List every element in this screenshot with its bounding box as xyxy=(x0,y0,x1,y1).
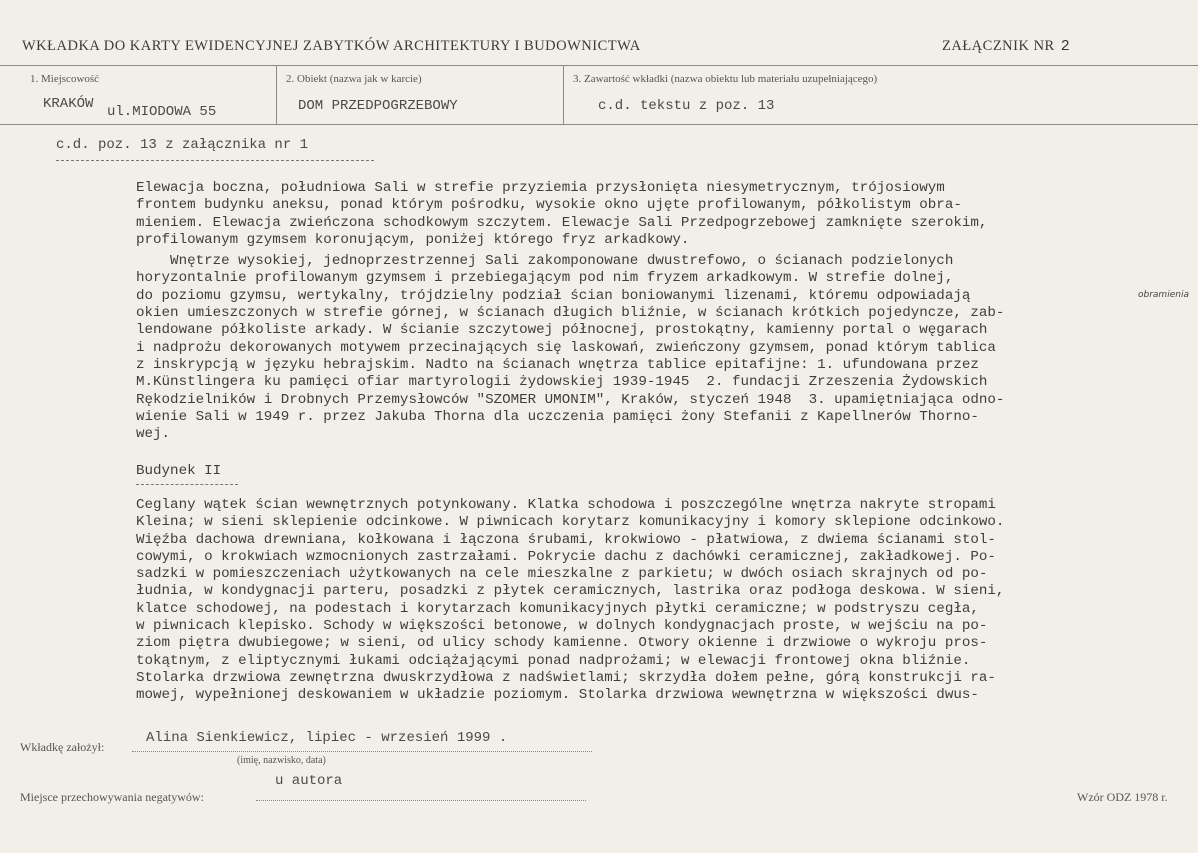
compiled-by-caption: (imię, nazwisko, data) xyxy=(237,755,326,766)
field-1-city: KRAKÓW xyxy=(43,96,94,112)
field-divider-2 xyxy=(563,65,564,124)
description-text xyxy=(136,180,1191,443)
text-line: lendowane półkoliste arkady. W ścianie szczytowej północnej, prostokątny, kamienny portal o węgarach xyxy=(136,322,988,339)
header-rule-top xyxy=(0,65,1198,66)
field-1-street: ul.MIODOWA 55 xyxy=(107,104,217,120)
field-2-label: 2. Obiekt (nazwa jak w karcie) xyxy=(286,73,422,85)
continuation-underline xyxy=(56,160,374,161)
text-line: Stolarka drzwiowa zewnętrzna dwuskrzydłowa z nadświetlami; skrzydła dołem pełne, górą konstrukcji ra- xyxy=(136,669,996,686)
text-line: wienie Sali w 1949 r. przez Jakuba Thorna dla uczczenia pamięci żony Stefanii z Kapellnerów Thorno- xyxy=(136,408,979,425)
annex-label-group xyxy=(942,38,1070,55)
field-2-value: DOM PRZEDPOGRZEBOWY xyxy=(298,98,458,114)
text-line: Wnętrze wysokiej, jednoprzestrzennej Sali zakomponowane dwustrefowo, o ścianach podzielonych xyxy=(136,253,954,270)
text-line: tokątnym, z eliptycznymi łukami odciążającymi ponad nadprożami; w elewacji frontowej okna bliźnie. xyxy=(136,652,971,669)
compiled-by-label: Wkładkę założył: xyxy=(20,740,105,754)
negatives-location-label: Miejsce przechowywania negatywów: xyxy=(20,790,204,804)
text-line: okien umieszczonych w strefie górnej, w ścianach długich bliźnie, w ścianach krótkich pojedyncze, zab- xyxy=(136,305,1005,322)
field-3-label: 3. Zawartość wkładki (nazwa obiektu lub materiału uzupełniającego) xyxy=(573,73,878,85)
text-line: w piwnicach klepisko. Schody w większości betonowe, w dolnych kondygnacjach proste, w wejściu na po- xyxy=(136,618,988,635)
form-code: Wzór ODZ 1978 r. xyxy=(1077,790,1168,804)
text-line: cowymi, o krokwiach wzmocnionych zastrzałami. Pokrycie dachu z dachówki ceramicznej, zakładkowej. Po- xyxy=(136,548,996,565)
continuation-heading: c.d. poz. 13 z załącznika nr 1 xyxy=(56,137,309,153)
text-line: mieniem. Elewacja zwieńczona schodkowym szczytem. Elewacje Sali Przedpogrzebowej zamknięte szerokim, xyxy=(136,214,988,231)
text-line: horyzontalnie profilowanym gzymsem i przebiegającym pod nim fryzem arkadkowym. W strefie dolnej, xyxy=(136,270,954,287)
text-line: ziom piętra dwubiegowe; w sieni, od ulicy schody kamienne. Otwory okienne i drzwiowe o wykroju pros- xyxy=(136,635,988,652)
text-line: sadzki w pomieszczeniach użytkowanych na cele mieszkalne z parkietu; w dwóch osiach skrajnych od po- xyxy=(136,566,988,583)
section-heading-underline xyxy=(136,484,238,485)
compiled-by-value: Alina Sienkiewicz, lipiec - wrzesień 1999 . xyxy=(146,730,508,746)
text-line: z inskrypcją w języku hebrajskim. Nadto na ścianach wnętrza tablice epitafijne: 1. ufundowana przez xyxy=(136,356,979,373)
text-line: wej. xyxy=(136,426,171,443)
text-line: mowej, wypełnionej deskowaniem w układzie poziomym. Stolarka drzwiowa wewnętrzna w większości dwus- xyxy=(136,687,979,704)
text-line: profilowanym gzymsem koronującym, poniżej którego fryz arkadkowy. xyxy=(136,231,690,248)
field-divider-1 xyxy=(276,65,277,124)
compiled-by-dotted-line xyxy=(132,751,592,752)
text-line: Elewacja boczna, południowa Sali w strefie przyziemia przysłonięta niesymetrycznym, trójosiowym xyxy=(136,180,945,196)
text-line: i nadprożu dekorowanych motywem przecinających się laskowań, zwieńczony gzymsem, ponad którym tablica xyxy=(136,339,996,356)
text-line: Rękodzielników i Drobnych Przemysłowców "SZOMER UMONIM", Kraków, styczeń 1948 3. upamiętniająca odno- xyxy=(136,391,1005,408)
text-line: frontem budynku aneksu, ponad którym pośrodku, wysokie okno ujęte profilowanym, półkolistym obra- xyxy=(136,197,962,214)
header-rule-bottom xyxy=(0,124,1198,125)
text-line: Kleina; w sieni sklepienie odcinkowe. W piwnicach korytarz komunikacyjny i komory sklepione odcinkowo. xyxy=(136,514,1005,531)
annex-label: ZAŁĄCZNIK NR xyxy=(942,38,1055,54)
negatives-dotted-line xyxy=(256,800,586,801)
text-line: Więźba dachowa drewniana, kołkowana i łączona śrubami, krokwiowo - płatwiowa, z dwiema ścianami stol- xyxy=(136,531,996,548)
annex-number: 2 xyxy=(1060,38,1071,55)
text-line: łudnia, w kondygnacji parteru, posadzki z płytek ceramicznych, lastrika oraz podłoga deskowa. W sieni, xyxy=(136,583,1005,600)
text-line: klatce schodowej, na podestach i korytarzach komunikacyjnych płytki ceramiczne; w podstryszu cegła, xyxy=(136,600,979,617)
form-title: WKŁADKA DO KARTY EWIDENCYJNEJ ZABYTKÓW ARCHITEKTURY I BUDOWNICTWA xyxy=(22,38,641,54)
field-3-value: c.d. tekstu z poz. 13 xyxy=(598,98,775,114)
text-line: Ceglany wątek ścian wewnętrznych potynkowany. Klatka schodowa i poszczególne wnętrza nakryte stropami xyxy=(136,497,996,513)
field-1-label: 1. Miejscowość xyxy=(30,73,100,85)
handwritten-note: obramienia xyxy=(1138,290,1189,300)
negatives-location-value: u autora xyxy=(275,773,343,789)
text-line: M.Künstlingera ku pamięci ofiar martyrologii żydowskiej 1939-1945 2. fundacji Zrzeszenia Żydowskich xyxy=(136,374,988,391)
section-heading: Budynek II xyxy=(136,463,222,479)
text-line: do poziomu gzymsu, wertykalny, trójdzielny podział ścian boniowanymi lizenami, któremu odpowiadają xyxy=(136,287,971,304)
building-two-text xyxy=(136,497,1196,705)
